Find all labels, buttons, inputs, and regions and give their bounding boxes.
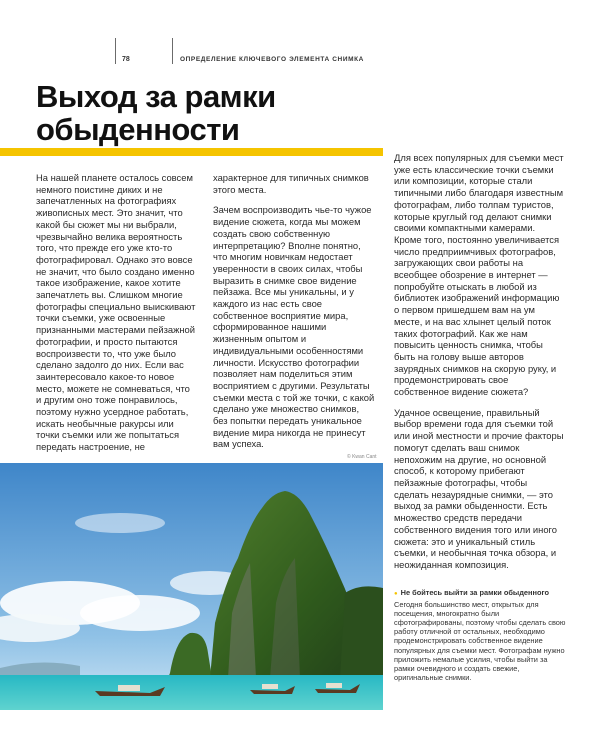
paragraph: На нашей планете осталось совсем немного поистине диких и не запечатленных на фотографиях живописных мест. Это значит, что какой бы сюжет мы ни выбрали, чрезвычайно велика вероятность того, что прежде его уже кто-то фотографировал. Однако это вовсе не значит, что было создано именно такое изображение, какое хотите запечатлеть вы. Слишком многие фотографы специально выискивают точки съемки, уже освоенные признанными мастерами пейзажной фотографии, и просто пытаются воспроизвести то, что уже было сделано задолго до них. Если вас заинтересовало какое-то новое место, можете не сомневаться, что и другим оно тоже понравилось, поэтому нужно усердное работать, искать необычные ракурсы или точки съемки или же попытаться передать настроение, не: [36, 172, 196, 453]
tip-heading-text: Не бойтесь выйти за рамки обыденного: [400, 588, 549, 597]
article-title: [36, 80, 376, 146]
tip-box: [394, 588, 570, 682]
photo-credit: © Kwan Cant: [347, 454, 377, 460]
body-column-3: [394, 152, 564, 580]
header-divider-left: [115, 38, 116, 64]
paragraph: Для всех популярных для съемки мест уже есть классические точки съемки или композиции, которые стали типичными либо благодаря известным фотографам, либо толпам туристов, которые круглый год делают снимки своими компактными камерами. Кроме того, постоянно увеличивается число предприимчивых фотографов, загружающих свои работы на всеобщее обозрение в интернет — попробуйте отыскать в любой из библиотек изображений информацию о первом пришедшем вам на ум месте, и на вас хлынет целый поток таких фотографий. Как же нам повысить ценность снимка, чтобы быть на голову выше авторов заурядных снимков на скорую руку, и продемонстрировать свое собственное видение сюжета?: [394, 152, 564, 398]
body-column-1: [36, 172, 196, 462]
running-title: ОПРЕДЕЛЕНИЕ КЛЮЧЕВОГО ЭЛЕМЕНТА СНИМКА: [180, 56, 364, 63]
paragraph: Удачное освещение, правильный выбор времени года для съемки той или иной местности и прочие факторы помогут сделать ваш снимок непохожим на другие, но основной способ, к которому прибегают пейзажные фотографы, чтобы сделать незаурядные снимки, — это выход за рамки обыденности. Есть множество средств передачи собственного видения того или иного сюжета: это и уникальный стиль съемки, и необычная точка обзора, и неожиданная композиция.: [394, 406, 564, 570]
tip-heading: [394, 588, 570, 599]
paragraph: Зачем воспроизводить чье-то чужое видение сюжета, когда мы можем создать свою собственную интерпретацию? Вполне понятно, что многим новичкам недостает уверенности в своих силах, чтобы выразить в снимке свое видение пейзажа. Все мы уникальны, и у каждого из нас есть свое собственное восприятие мира, сформированное нашими жизненным опытом и индивидуальными особенностями личности. Искусство фотографии позволяет нам поделиться этим восприятием с другими. Результаты съемки места с той же точки, с какой сделано уже множество снимков, без попытки передать уникальное видение мира никогда не принесут вам успеха.: [213, 204, 375, 450]
title-line-1: Выход за рамки: [36, 79, 276, 114]
accent-bar: [0, 148, 383, 156]
page-number: 78: [122, 56, 130, 63]
paragraph: характерное для типичных снимков этого места.: [213, 172, 369, 195]
tip-body: Сегодня большинство мест, открытых для посещения, многократно были сфотографированы, поэтому чтобы сделать свою работу отличной от остальных, необходимо продемонстрировать собственное видение популярных для съемки мест. Фотографам нужно приложить немалые усилия, чтобы выйти за рамки очевидного и создать свежие, оригинальные снимки.: [394, 600, 566, 682]
body-column-2: [213, 172, 375, 459]
header-divider-right: [172, 38, 173, 64]
landscape-photo: [0, 463, 383, 710]
title-line-2: обыденности: [36, 112, 240, 147]
bullet-icon: ●: [394, 591, 398, 597]
